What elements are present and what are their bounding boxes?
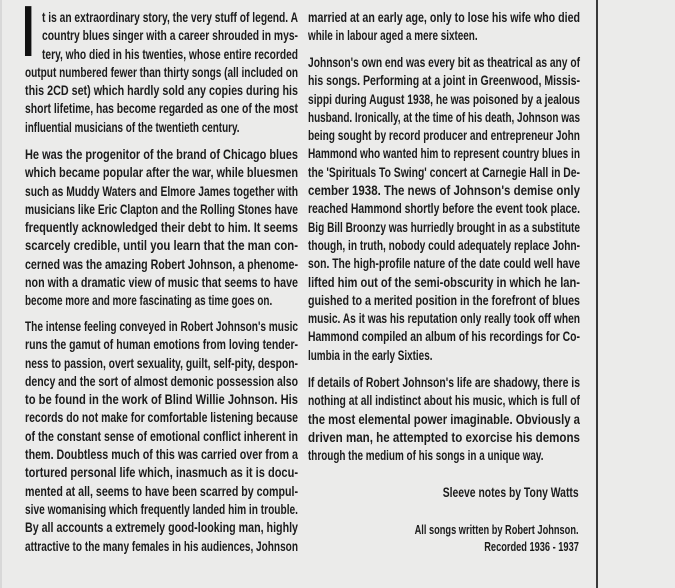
- text-line-content: sive womanising which frequently landed him in trouble.: [25, 501, 298, 517]
- paragraph: [308, 9, 580, 46]
- text-line-content: non with a dramatic view of music that seems to have: [25, 275, 299, 291]
- text-line: [25, 292, 298, 310]
- text-line-content: this 2CD set) which hardly sold any copies during his: [25, 83, 298, 99]
- text-line: [308, 447, 580, 465]
- text-line: [308, 328, 580, 346]
- text-line: [25, 9, 298, 27]
- text-line-content: Johnson's own end was every bit as theatrical as any of: [308, 55, 580, 70]
- text-line: [25, 409, 298, 427]
- text-line: [25, 446, 298, 464]
- text-line-content: though, in truth, nobody could adequately replace John-: [308, 237, 580, 253]
- text-line-content: through the medium of his songs in a unique way.: [308, 448, 544, 464]
- text-line-content: influential musicians of the twentieth century.: [25, 119, 240, 135]
- text-line: [25, 428, 298, 446]
- text-line-content: Hammond compiled an album of his recordings for Co-: [308, 329, 580, 345]
- text-line: [308, 145, 580, 163]
- sleeve-notes-credit: Sleeve notes by Tony Watts: [443, 484, 579, 500]
- text-line: [308, 91, 580, 109]
- text-line: [25, 373, 298, 391]
- text-line-content: being sought by record producer and entrepreneur John: [308, 128, 580, 144]
- text-line: [25, 256, 298, 274]
- text-line-content: to be found in the work of Blind Willie Johnson. His: [25, 392, 298, 408]
- text-line-content: which became popular after the war, while bluesmen: [25, 165, 299, 181]
- text-line: [25, 27, 298, 45]
- text-line-content: them. Doubtless much of this was carried over from a: [25, 447, 298, 463]
- text-line: [308, 429, 580, 447]
- text-line-content: short lifetime, has become regarded as one of the most: [25, 101, 298, 117]
- text-line: [308, 411, 580, 429]
- text-line: [308, 374, 580, 392]
- paragraph: [308, 54, 580, 365]
- text-line-content: cerned was the amazing Robert Johnson, a phenome-: [25, 256, 299, 272]
- text-line: [308, 164, 580, 182]
- text-line: [308, 392, 580, 410]
- text-line-content: By all accounts a extremely good-looking man, highly: [25, 520, 299, 536]
- text-line-content: husband. Ironically, at the time of his death, Johnson was: [308, 109, 580, 125]
- recording-dates: Recorded 1936 - 1937: [484, 540, 579, 554]
- text-line-content: ness to passion, overt sexuality, guilt, self-pity, despon-: [25, 355, 298, 371]
- text-line: [308, 182, 580, 200]
- text-line: [25, 201, 298, 219]
- text-line-content: lumbia in the early Sixties.: [308, 347, 433, 363]
- text-line: [308, 274, 580, 292]
- text-line-content: while in labour aged a mere sixteen.: [308, 28, 478, 44]
- text-line-content: attractive to the many females in his audiences, Johnson: [25, 538, 298, 554]
- text-line-content: t is an extraordinary story, the very stuff of legend. A: [42, 10, 298, 25]
- text-line-content: Big Bill Broonzy was hurriedly brought in as a substitute: [308, 219, 581, 235]
- text-line: [25, 183, 298, 201]
- drop-cap: I: [22, 0, 35, 72]
- text-line-content: scarcely credible, until you learn that the man con-: [25, 238, 298, 254]
- text-line-content: driven man, he attempted to exorcise his demons: [308, 429, 580, 445]
- text-line: [308, 237, 580, 255]
- text-line: [25, 519, 298, 537]
- text-line: [308, 127, 580, 145]
- text-line-content: of the constant sense of emotional conflict inherent in: [25, 428, 299, 444]
- text-line-content: tortured personal life which, inasmuch as it is docu-: [25, 465, 298, 481]
- text-line: [25, 391, 298, 409]
- text-line: [308, 347, 580, 365]
- paragraph: [25, 9, 298, 137]
- paragraph: [25, 318, 298, 556]
- text-line-content: mented at all, seems to have been scarred by compul-: [25, 483, 298, 499]
- text-line-content: his songs. Performing at a joint in Greenwood, Missis-: [308, 73, 581, 89]
- text-line: [25, 119, 298, 137]
- text-line: [25, 219, 298, 237]
- paragraph: [25, 146, 298, 311]
- text-line: [25, 82, 298, 100]
- text-line: [25, 355, 298, 373]
- text-line: [308, 200, 580, 218]
- text-line-content: son. The high-profile nature of the date could well have: [308, 256, 580, 272]
- text-line-content: If details of Robert Johnson's life are shadowy, there is: [308, 375, 580, 390]
- text-line-content: tery, who died in his twenties, whose entire recorded: [42, 46, 299, 62]
- text-line: [308, 310, 580, 328]
- text-line-content: guished to a merited position in the forefront of blues: [308, 292, 581, 308]
- text-line: [308, 255, 580, 273]
- text-line-content: runs the gamut of human emotions from loving tender-: [25, 337, 299, 353]
- text-line-content: the 'Spirituals To Swing' concert at Carnegie Hall in De-: [308, 164, 580, 180]
- text-line-content: lifted him out of the semi-obscurity in which he lan-: [308, 274, 581, 290]
- text-line: [25, 336, 298, 354]
- text-line: [25, 100, 298, 118]
- text-line-content: musicians like Eric Clapton and the Rolling Stones have: [25, 201, 298, 217]
- text-line-content: such as Muddy Waters and Elmore James together with: [25, 183, 298, 199]
- text-line: [25, 274, 298, 292]
- text-line-content: frequently acknowledged their debt to him. It seems: [25, 220, 298, 236]
- paragraph: [308, 374, 580, 465]
- text-line-content: married at an early age, only to lose his wife who died: [308, 10, 581, 25]
- page-edge-left: [0, 0, 2, 588]
- text-line-content: nothing at all indistinct about his music, which is full of: [308, 393, 580, 409]
- text-line: [308, 27, 580, 45]
- text-line: [308, 54, 580, 72]
- text-line: [308, 109, 580, 127]
- text-line-content: The intense feeling conveyed in Robert Johnson's music: [25, 319, 299, 334]
- text-line-content: cember 1938. The news of Johnson's demise only: [308, 183, 580, 199]
- text-line-content: music. As it was his reputation only really took off when: [308, 311, 580, 327]
- text-line-content: country blues singer with a career shrouded in mys-: [42, 28, 298, 44]
- text-line: [25, 237, 298, 255]
- text-line-content: dency and the sort of almost demonic possession also: [25, 373, 299, 389]
- page-edge-right: [596, 0, 598, 588]
- text-line-content: sippi during August 1938, he was poisoned by a jealous: [308, 91, 581, 107]
- text-line-content: He was the progenitor of the brand of Chicago blues: [25, 147, 299, 162]
- text-line-content: records do not make for comfortable listening because: [25, 410, 299, 426]
- text-line: [308, 9, 580, 27]
- songwriter-credit: All songs written by Robert Johnson.: [415, 523, 579, 537]
- text-line-content: become more and more fascinating as time goes on.: [25, 293, 273, 309]
- text-line: [25, 464, 298, 482]
- text-line-content: output numbered fewer than thirty songs (all included on: [25, 64, 299, 80]
- text-line: [25, 164, 298, 182]
- text-line-content: reached Hammond shortly before the event took place.: [308, 201, 580, 217]
- text-line: [25, 501, 298, 519]
- text-line: [25, 146, 298, 164]
- text-line: [308, 219, 580, 237]
- text-line-content: Hammond who wanted him to represent country blues in: [308, 146, 580, 162]
- text-line-content: the most elemental power imaginable. Obviously a: [308, 411, 580, 427]
- text-line: [25, 483, 298, 501]
- text-line: [308, 72, 580, 90]
- text-line: [308, 292, 580, 310]
- text-line: [25, 538, 298, 556]
- text-line: [25, 64, 298, 82]
- text-line: [25, 318, 298, 336]
- text-line: [25, 46, 298, 64]
